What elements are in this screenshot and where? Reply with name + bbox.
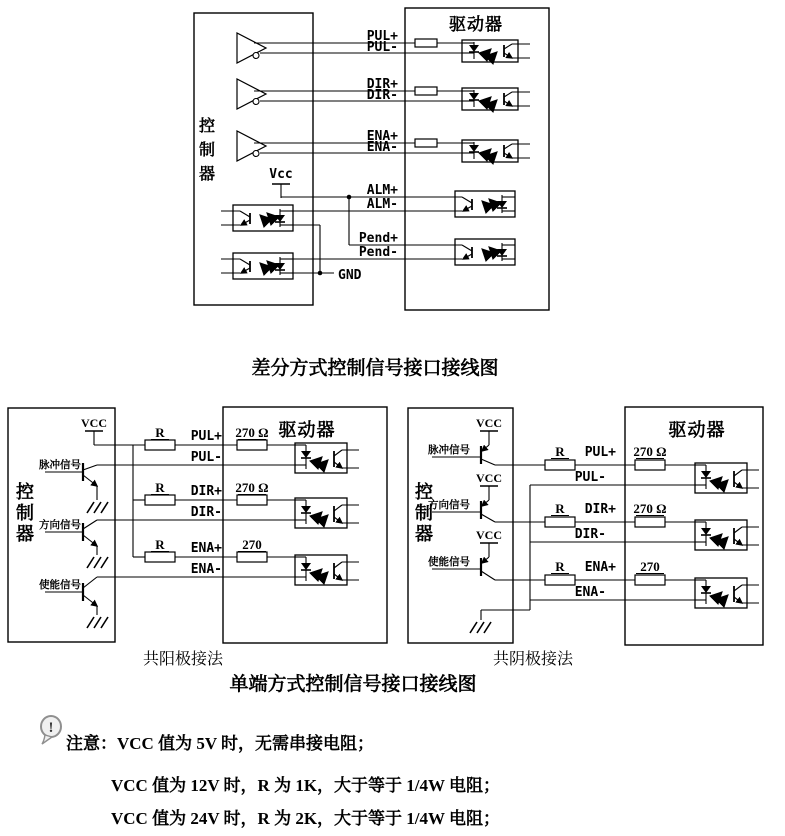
resistor-value-label: 270 Ω: [235, 425, 269, 440]
signal-label-pul-plus: PUL+: [584, 445, 616, 460]
pnp-transistor-pulse: [428, 416, 502, 465]
r-label: R: [555, 559, 565, 574]
input-label-enable: 使能信号: [428, 556, 470, 568]
signal-label-ena-plus: ENA+: [190, 541, 222, 556]
resistor-icon: [415, 39, 437, 47]
controller-label-char: 制: [16, 503, 34, 523]
npn-transistor-pulse: [39, 458, 108, 513]
optocoupler-icon: [295, 555, 359, 585]
signal-label-pul-plus: PUL+: [190, 429, 222, 444]
signal-label-ena-minus: ENA-: [366, 140, 398, 155]
junction-dot: [318, 271, 323, 276]
r-label: R: [155, 425, 165, 440]
line-driver-buffer-icon: [237, 79, 266, 109]
vcc-label: VCC: [476, 528, 502, 542]
junction-dot: [347, 195, 352, 200]
vcc-label: VCC: [81, 416, 107, 430]
resistor-icon: [415, 139, 437, 147]
signal-label-ena-plus: ENA+: [584, 560, 616, 575]
ground-icon: [87, 617, 108, 628]
optocoupler-icon: [221, 205, 293, 231]
r-label: R: [155, 537, 165, 552]
input-label-pulse: 脉冲信号: [39, 459, 81, 471]
npn-transistor-enable: [39, 577, 108, 628]
resistor-value-label: 270 Ω: [235, 480, 269, 495]
optocoupler-icon: [695, 520, 759, 550]
signal-label-ena-minus: ENA-: [574, 585, 606, 600]
driver-label: 驱动器: [668, 420, 726, 440]
note-line-1: 注意：VCC 值为 5V 时，无需串接电阻；: [66, 734, 375, 753]
optocoupler-icon: [443, 239, 515, 265]
vcc-label: VCC: [476, 471, 502, 485]
signal-label-dir-plus: DIR+: [190, 484, 222, 499]
differential-diagram-title: 差分方式控制信号接口接线图: [251, 358, 499, 379]
vcc-symbol: [480, 486, 498, 500]
driver-label: 驱动器: [278, 420, 336, 440]
gnd-label: GND: [338, 268, 362, 283]
controller-label-char: 控: [198, 118, 216, 135]
optocoupler-icon: [443, 191, 515, 217]
r-label: R: [555, 501, 565, 516]
resistor-icon: [145, 495, 175, 505]
signal-label-pul-minus: PUL-: [574, 470, 606, 485]
optocoupler-icon: [695, 463, 759, 493]
signal-label-dir-plus: DIR+: [366, 77, 398, 92]
signal-label-ena-minus: ENA-: [190, 562, 222, 577]
resistor-value-label: 270: [640, 559, 660, 574]
vcc-symbol: [480, 431, 498, 445]
resistor-value-label: 270 Ω: [633, 501, 667, 516]
pnp-transistor-enable: [428, 528, 502, 580]
optocoupler-icon: [295, 443, 359, 473]
common-anode-diagram: [8, 407, 387, 643]
signal-label-pul-plus: PUL+: [366, 29, 398, 44]
input-label-direction: 方向信号: [39, 519, 81, 531]
controller-label-char: 控: [16, 482, 34, 502]
resistor-icon: [545, 460, 575, 470]
optocoupler-icon: [295, 498, 359, 528]
resistor-icon: [635, 460, 665, 470]
signal-label-dir-minus: DIR-: [366, 88, 398, 103]
npn-transistor-direction: [39, 518, 108, 568]
r-label: R: [555, 444, 565, 459]
single-ended-diagram-title: 单端方式控制信号接口接线图: [229, 674, 477, 695]
line-driver-buffer-icon: [237, 131, 266, 161]
resistor-value-label: 270: [242, 537, 262, 552]
common-cathode-caption: 共阴极接法: [493, 651, 574, 668]
note-line-2: VCC 值为 12V 时，R 为 1K，大于等于 1/4W 电阻；: [111, 776, 500, 795]
controller-label-char: 制: [415, 503, 433, 523]
input-label-pulse: 脉冲信号: [428, 444, 470, 456]
vcc-symbol: [272, 184, 290, 198]
signal-label-alm-minus: ALM-: [366, 197, 398, 212]
signal-label-dir-minus: DIR-: [574, 527, 606, 542]
ground-icon: [87, 557, 108, 568]
pnp-transistor-direction: [428, 471, 502, 522]
driver-label: 驱动器: [449, 15, 503, 34]
input-label-enable: 使能信号: [39, 579, 81, 591]
resistor-icon: [145, 552, 175, 562]
signal-label-pend-minus: Pend-: [358, 245, 398, 260]
optocoupler-icon: [695, 578, 759, 608]
vcc-label: Vcc: [269, 167, 293, 182]
resistor-icon: [145, 440, 175, 450]
input-label-direction: 方向信号: [428, 499, 470, 511]
signal-label-ena-plus: ENA+: [366, 129, 398, 144]
signal-label-pul-minus: PUL-: [190, 450, 222, 465]
controller-label-char: 器: [198, 166, 216, 183]
resistor-icon: [635, 575, 665, 585]
line-driver-buffer-icon: [237, 33, 266, 63]
r-label: R: [155, 480, 165, 495]
ground-icon: [470, 622, 491, 633]
resistor-icon: [635, 517, 665, 527]
controller-label-char: 控: [415, 482, 433, 502]
differential-diagram: [194, 8, 549, 310]
controller-label-char: 器: [415, 524, 433, 544]
resistor-icon: [237, 552, 267, 562]
resistor-icon: [545, 575, 575, 585]
vcc-label: VCC: [476, 416, 502, 430]
signal-label-dir-plus: DIR+: [584, 502, 616, 517]
common-anode-caption: 共阳极接法: [143, 651, 224, 668]
signal-label-pul-minus: PUL-: [366, 40, 398, 55]
resistor-icon: [237, 440, 267, 450]
signal-label-pend-plus: Pend+: [358, 231, 398, 246]
vcc-symbol: [480, 543, 498, 557]
signal-label-alm-plus: ALM+: [366, 183, 398, 198]
common-cathode-diagram: [408, 407, 763, 645]
ground-icon: [87, 502, 108, 513]
vcc-symbol: [85, 431, 103, 445]
optocoupler-icon: [462, 40, 530, 62]
warning-bubble-icon: [39, 715, 65, 747]
resistor-icon: [415, 87, 437, 95]
controller-label-char: 制: [198, 142, 216, 159]
resistor-icon: [545, 517, 575, 527]
note-line-3: VCC 值为 24V 时，R 为 2K，大于等于 1/4W 电阻；: [111, 809, 500, 828]
resistor-icon: [237, 495, 267, 505]
signal-label-dir-minus: DIR-: [190, 505, 222, 520]
optocoupler-icon: [462, 88, 530, 110]
optocoupler-icon: [221, 253, 293, 279]
controller-label-char: 器: [16, 524, 34, 544]
resistor-value-label: 270 Ω: [633, 444, 667, 459]
warning-exclamation-glyph: !: [48, 720, 54, 736]
optocoupler-icon: [462, 140, 530, 162]
